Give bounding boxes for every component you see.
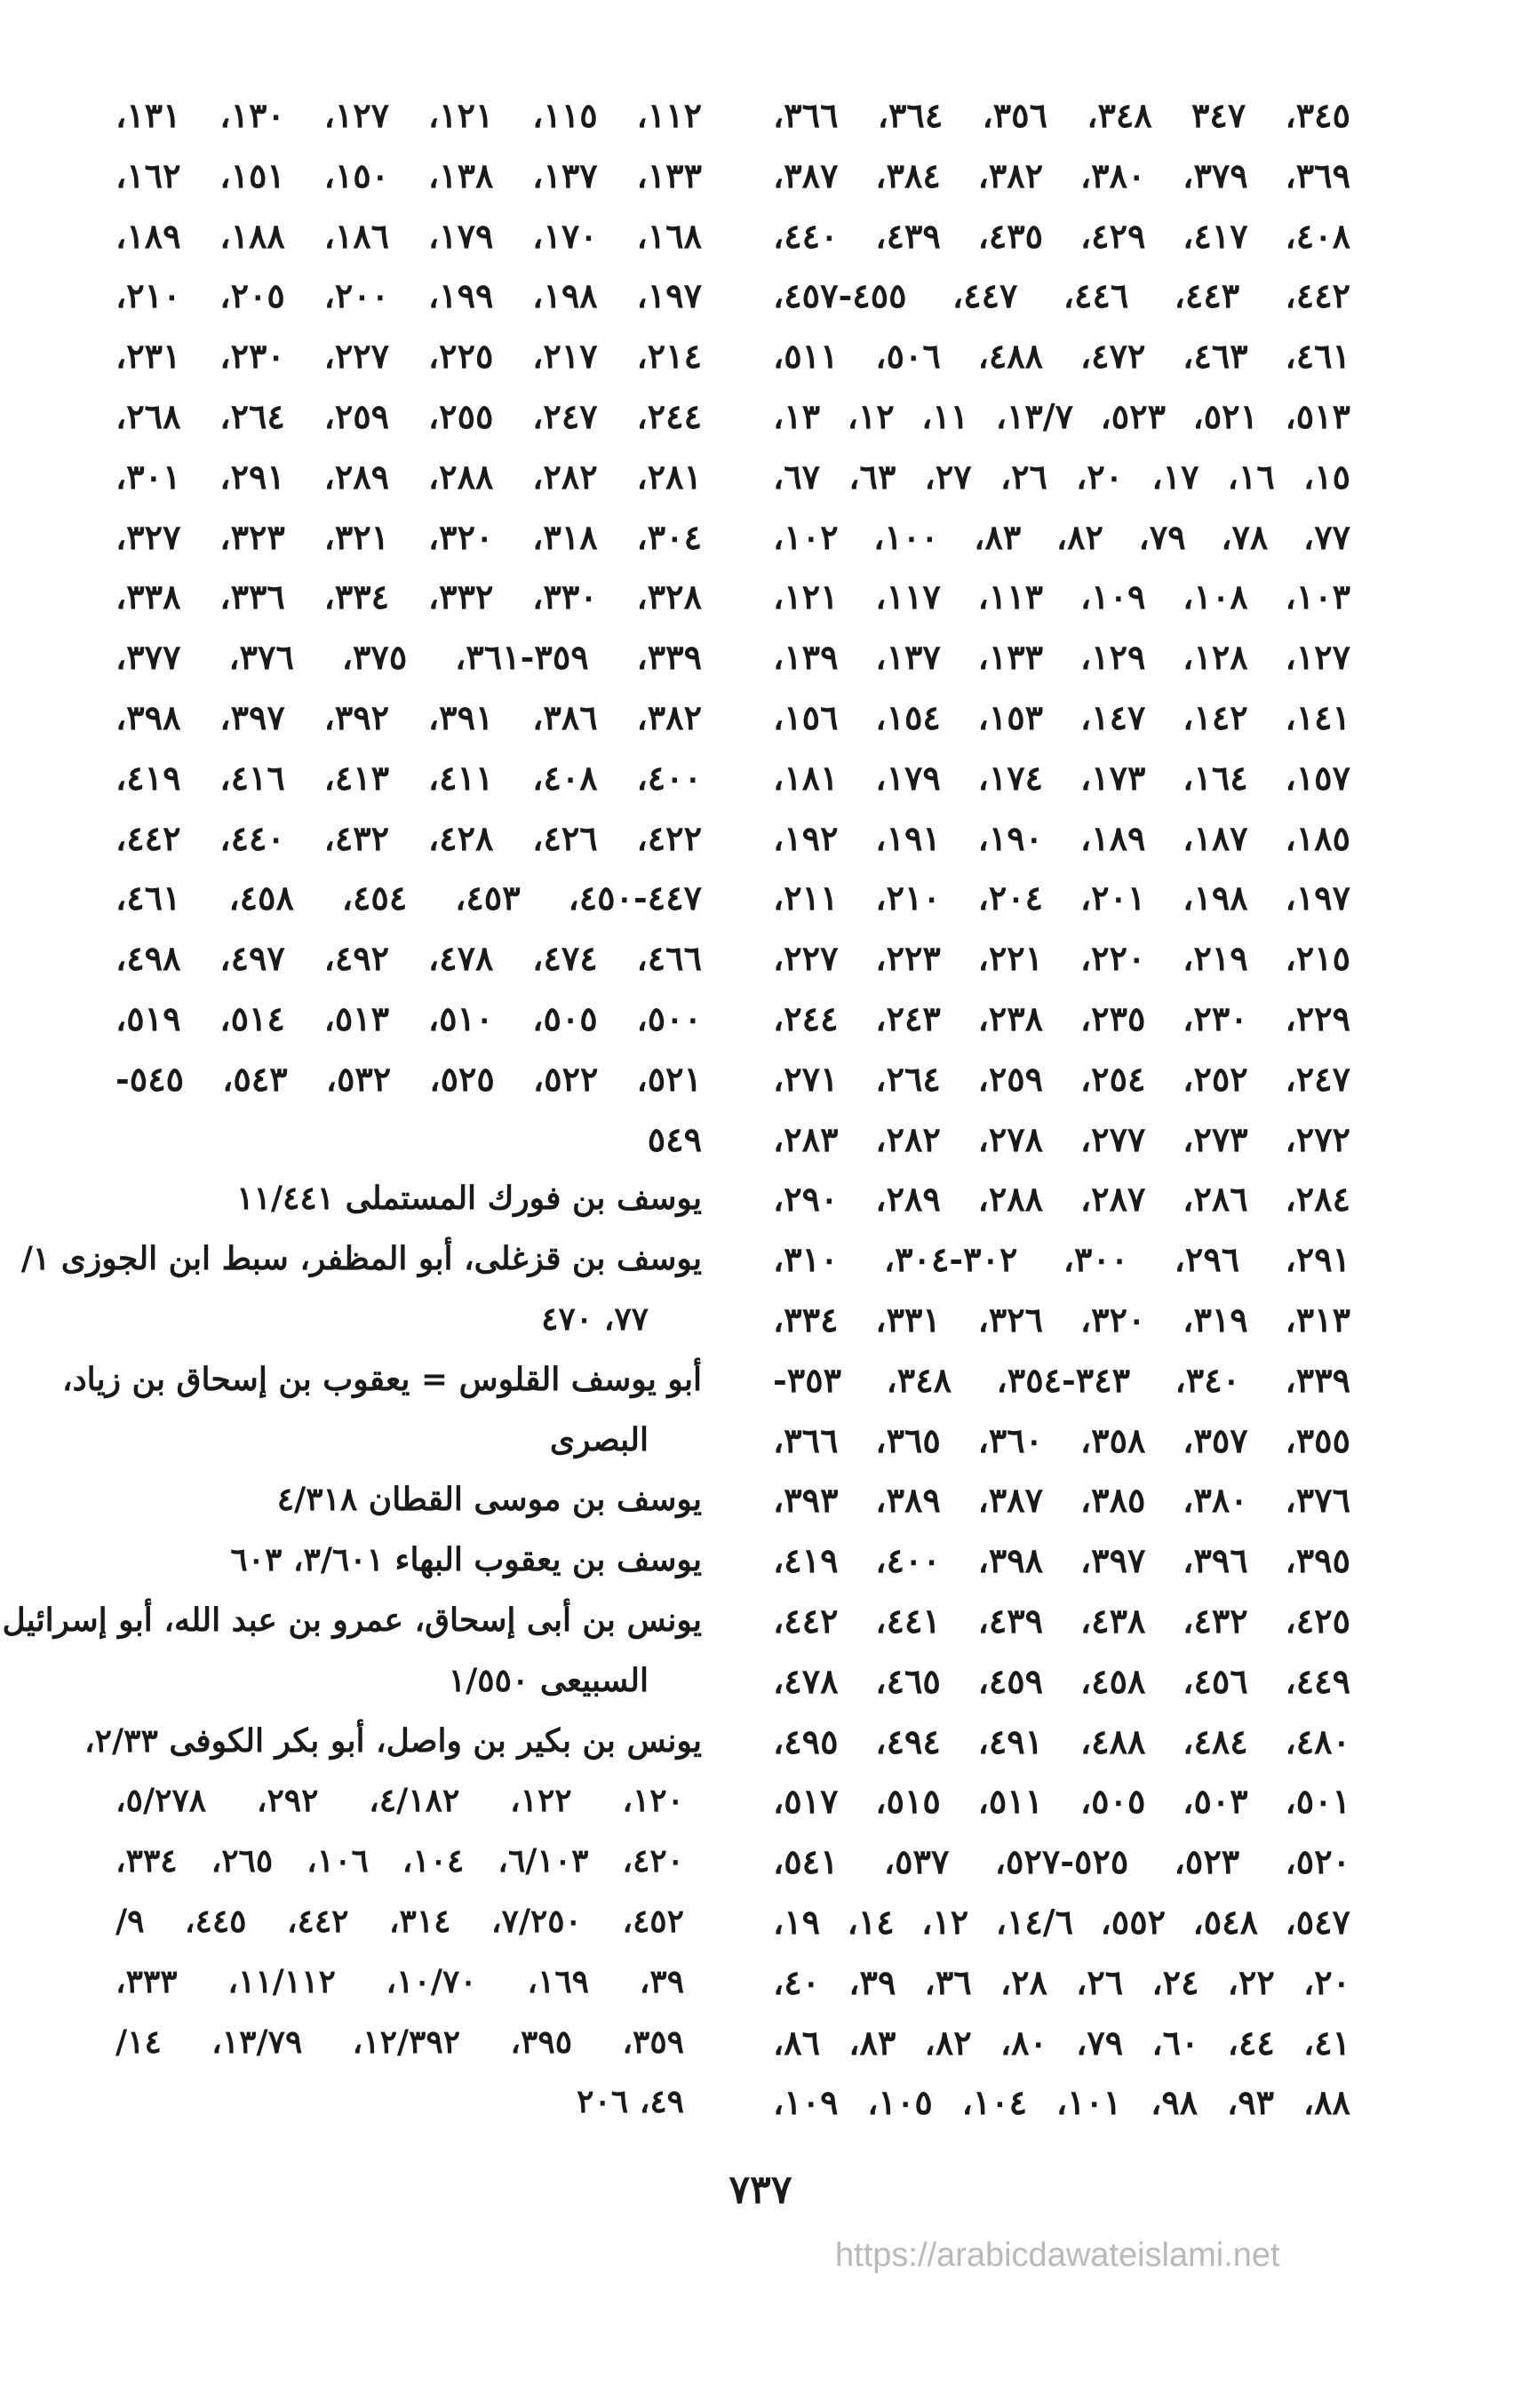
index-line: ٣٧٦، ٣٨٠، ٣٨٥، ٣٨٧، ٣٨٩، ٣٩٣، <box>773 1480 1350 1521</box>
index-line: ٢٢٩، ٢٣٠، ٢٣٥، ٢٣٨، ٢٤٣، ٢٤٤، <box>773 997 1350 1038</box>
index-line: ٤٠٠، ٤٠٨، ٤١١، ٤١٣، ٤١٦، ٤١٩، <box>115 757 702 798</box>
index-line: ٣٣٩، ٣٥٩-٣٦١، ٣٧٥، ٣٧٦، ٣٧٧، <box>115 637 703 678</box>
index-line: ٢٤٧، ٢٥٢، ٢٥٤، ٢٥٩، ٢٦٤، ٢٧١، <box>773 1058 1350 1099</box>
index-line: ٢٨١، ٢٨٢، ٢٨٨، ٢٨٩، ٢٩١، ٣٠١، <box>115 456 702 497</box>
index-line: ٢٩١، ٢٩٦، ٣٠٠، ٣٠٢-٣٠٤، ٣١٠، <box>773 1239 1351 1280</box>
index-line: ٥٤٩ <box>647 1118 702 1159</box>
index-entry-pages: ٤٩، ٢٠٦ <box>577 2083 684 2121</box>
index-line: ٤٢٥، ٤٣٢، ٤٣٨، ٤٣٩، ٤٤١، ٤٤٢، <box>773 1600 1350 1641</box>
index-entry-pages: ١٢٠، ١٢٢، ٤/١٨٢، ٢٩٢، ٥/٢٧٨، <box>115 1782 684 1820</box>
index-line: ١٩٧، ١٩٨، ١٩٩، ٢٠٠، ٢٠٥، ٢١٠، <box>115 275 702 316</box>
index-line: ٤٤٧-٤٥٠، ٤٥٣، ٤٥٤، ٤٥٨، ٤٦١، <box>115 878 703 918</box>
index-entry-name: يوسف بن فورك المستملى ١١/٤٤١ <box>236 1180 702 1218</box>
index-line: ٤٤٩، ٤٥٦، ٤٥٨، ٤٥٩، ٤٦٥، ٤٧٨، <box>773 1660 1350 1701</box>
index-line: ١٩٧، ١٩٨، ٢٠١، ٢٠٤، ٢١٠، ٢١١، <box>773 878 1350 918</box>
index-line: ٤٤٢، ٤٤٣، ٤٤٦، ٤٤٧، ٤٥٥-٤٥٧، <box>773 275 1351 316</box>
right-column-index <box>773 85 1350 2133</box>
index-line: ٧٧، ٧٨، ٧٩، ٨٢، ٨٣، ١٠٠، ١٠٢، <box>773 516 1351 557</box>
index-line: ٥١٣، ٥٢١، ٥٢٣، ١٣/٧، ١١، ١٢، ١٣، <box>773 395 1350 436</box>
index-line: ٣١٣، ٣١٩، ٣٢٠، ٣٢٦، ٣٣١، ٣٣٤، <box>773 1299 1350 1339</box>
index-line: ٥٢١، ٥٢٢، ٥٢٥، ٥٣٢، ٥٤٣، ٥٤٥- <box>115 1058 702 1099</box>
index-entry-pages: ٣٥٩، ٣٩٥، ١٢/٣٩٢، ١٣/٧٩، ١٤/ <box>115 2023 684 2061</box>
index-entry-name: يوسف بن يعقوب البهاء ٣/٦٠١، ٦٠٣ <box>230 1541 702 1579</box>
index-line: ١٥٧، ١٦٤، ١٧٣، ١٧٤، ١٧٩، ١٨١، <box>773 757 1350 798</box>
index-entry-continuation: السبيعى ١/٥٥٠ <box>448 1661 649 1699</box>
page-number: ٧٣٧ <box>729 2167 792 2213</box>
index-line: ١٦٨، ١٧٠، ١٧٩، ١٨٦، ١٨٨، ١٨٩، <box>115 215 702 256</box>
index-entry-name: يوسف بن قزغلى، أبو المظفر، سبط ابن الجوزى ١/ <box>20 1240 702 1278</box>
index-line: ٤٦١، ٤٦٣، ٤٧٢، ٤٨٨، ٥٠٦، ٥١١، <box>773 336 1350 377</box>
index-line: ١٥، ١٦، ١٧، ٢٠، ٢٦، ٢٧، ٦٣، ٦٧، <box>773 456 1351 497</box>
index-line: ٥٤٧، ٥٤٨، ٥٥٢، ١٤/٦، ١٢، ١٤، ١٩، <box>773 1901 1350 1942</box>
index-line: ٢٤٤، ٢٤٧، ٢٥٥، ٢٥٩، ٢٦٤، ٢٦٨، <box>115 395 702 436</box>
index-line: ٤٨٠، ٤٨٤، ٤٨٨، ٤٩١، ٤٩٤، ٤٩٥، <box>773 1721 1350 1761</box>
index-entry-name: يونس بن بكير بن واصل، أبو بكر الكوفى ٢/٣٣، <box>84 1721 702 1760</box>
index-line: ٣٣٩، ٣٤٠، ٣٤٣-٣٥٤، ٣٤٨، ٣٥٣- <box>773 1359 1351 1400</box>
index-line: ٥٢٠، ٥٢٣، ٥٢٥-٥٢٧، ٥٣٧، ٥٤١، <box>773 1841 1351 1882</box>
index-line: ٤١، ٤٤، ٦٠، ٧٩، ٨٠، ٨٢، ٨٣، ٨٦، <box>773 2022 1351 2062</box>
index-entry-pages: ٤٥٢، ٧/٢٥٠، ٣١٤، ٤٤٢، ٤٤٥، ٩/ <box>115 1902 684 1940</box>
index-line: ٤٢٢، ٤٢٦، ٤٢٨، ٤٣٢، ٤٤٠، ٤٤٢، <box>115 817 702 858</box>
index-line: ٥٠٠، ٥٠٥، ٥١٠، ٥١٣، ٥١٤، ٥١٩، <box>115 997 702 1038</box>
index-entry-name: يوسف بن موسى القطان ٤/٣١٨ <box>276 1481 702 1519</box>
index-line: ٣٤٥، ٣٤٧ ٣٤٨، ٣٥٦، ٣٦٤، ٣٦٦، <box>773 95 1350 135</box>
index-line: ٢١٥، ٢١٩، ٢٢٠، ٢٢١، ٢٢٣، ٢٢٧، <box>773 938 1350 979</box>
watermark-url: https://arabicdawateislami.net <box>835 2237 1280 2274</box>
index-entry-name: يونس بن أبى إسحاق، عمرو بن عبد الله، أبو إسرائيل <box>2 1601 702 1639</box>
index-line: ١٣٣، ١٣٧، ١٣٨، ١٥٠، ١٥١، ١٦٢، <box>115 155 702 195</box>
index-line: ٣٨٢، ٣٨٦، ٣٩١، ٣٩٢، ٣٩٧، ٣٩٨، <box>115 696 702 737</box>
index-line: ٣٢٨، ٣٣٠، ٣٣٢، ٣٣٤، ٣٣٦، ٣٣٨، <box>115 576 702 617</box>
index-entry-name: أبو يوسف القلوس = يعقوب بن إسحاق بن زياد، <box>62 1360 702 1398</box>
index-line: ١١٢، ١١٥، ١٢١، ١٢٧، ١٣٠، ١٣١، <box>115 95 702 135</box>
index-line: ٣٦٩، ٣٧٩، ٣٨٠، ٣٨٢، ٣٨٤، ٣٨٧، <box>773 155 1350 195</box>
index-entry-pages: ٣٩، ١٦٩، ١٠/٧٠، ١١/١١٢، ٣٣٣، <box>115 1962 685 2000</box>
index-line: ١٠٣، ١٠٨، ١٠٩، ١١٣، ١١٧، ١٢١، <box>773 576 1350 617</box>
index-line: ٢٠، ٢٢، ٢٤، ٢٦، ٢٨، ٣٦، ٣٩، ٤٠، <box>773 1961 1351 2002</box>
index-line: ٣٥٥، ٣٥٧، ٣٥٨، ٣٦٠، ٣٦٥، ٣٦٦، <box>773 1419 1350 1460</box>
index-entry-pages: ٧٧، ٤٧٠ <box>541 1299 649 1338</box>
index-line: ٣٩٥، ٣٩٦، ٣٩٧، ٣٩٨، ٤٠٠، ٤١٩، <box>773 1540 1350 1581</box>
index-line: ١٢٧، ١٢٨، ١٢٩، ١٣٣، ١٣٧، ١٣٩، <box>773 637 1350 678</box>
index-entry-pages: ٤٢٠، ٦/١٠٣، ١٠٤، ١٠٦، ٢٦٥، ٣٣٤، <box>115 1842 685 1880</box>
index-line: ٤٦٦، ٤٧٤، ٤٧٨، ٤٩٢، ٤٩٧، ٤٩٨، <box>115 938 702 979</box>
index-line: ١٤١، ١٤٢، ١٤٧، ١٥٣، ١٥٤، ١٥٦، <box>773 696 1350 737</box>
index-line: ٢٧٢، ٢٧٣، ٢٧٧، ٢٧٨، ٢٨٢، ٢٨٣، <box>773 1118 1350 1159</box>
index-line: ٢١٤، ٢١٧، ٢٢٥، ٢٢٧، ٢٣٠، ٢٣١، <box>115 336 702 377</box>
index-line: ٣٠٤، ٣١٨، ٣٢٠، ٣٢١، ٣٢٣، ٣٢٧، <box>115 516 702 557</box>
index-entry-continuation: البصرى <box>549 1420 649 1458</box>
index-line: ٨٨، ٩٣، ٩٨، ١٠١، ١٠٤، ١٠٥، ١٠٩، <box>773 2082 1350 2123</box>
index-line: ١٨٥، ١٨٧، ١٨٩، ١٩٠، ١٩١، ١٩٢، <box>773 817 1350 858</box>
index-line: ٤٠٨، ٤١٧، ٤٢٩، ٤٣٥، ٤٣٩، ٤٤٠، <box>773 215 1350 256</box>
index-line: ٥٠١، ٥٠٣، ٥٠٥، ٥١١، ٥١٥، ٥١٧، <box>773 1781 1350 1822</box>
left-column-index <box>2 85 703 2133</box>
index-line: ٢٨٤، ٢٨٦، ٢٨٧، ٢٨٨، ٢٨٩، ٢٩٠، <box>773 1179 1350 1220</box>
